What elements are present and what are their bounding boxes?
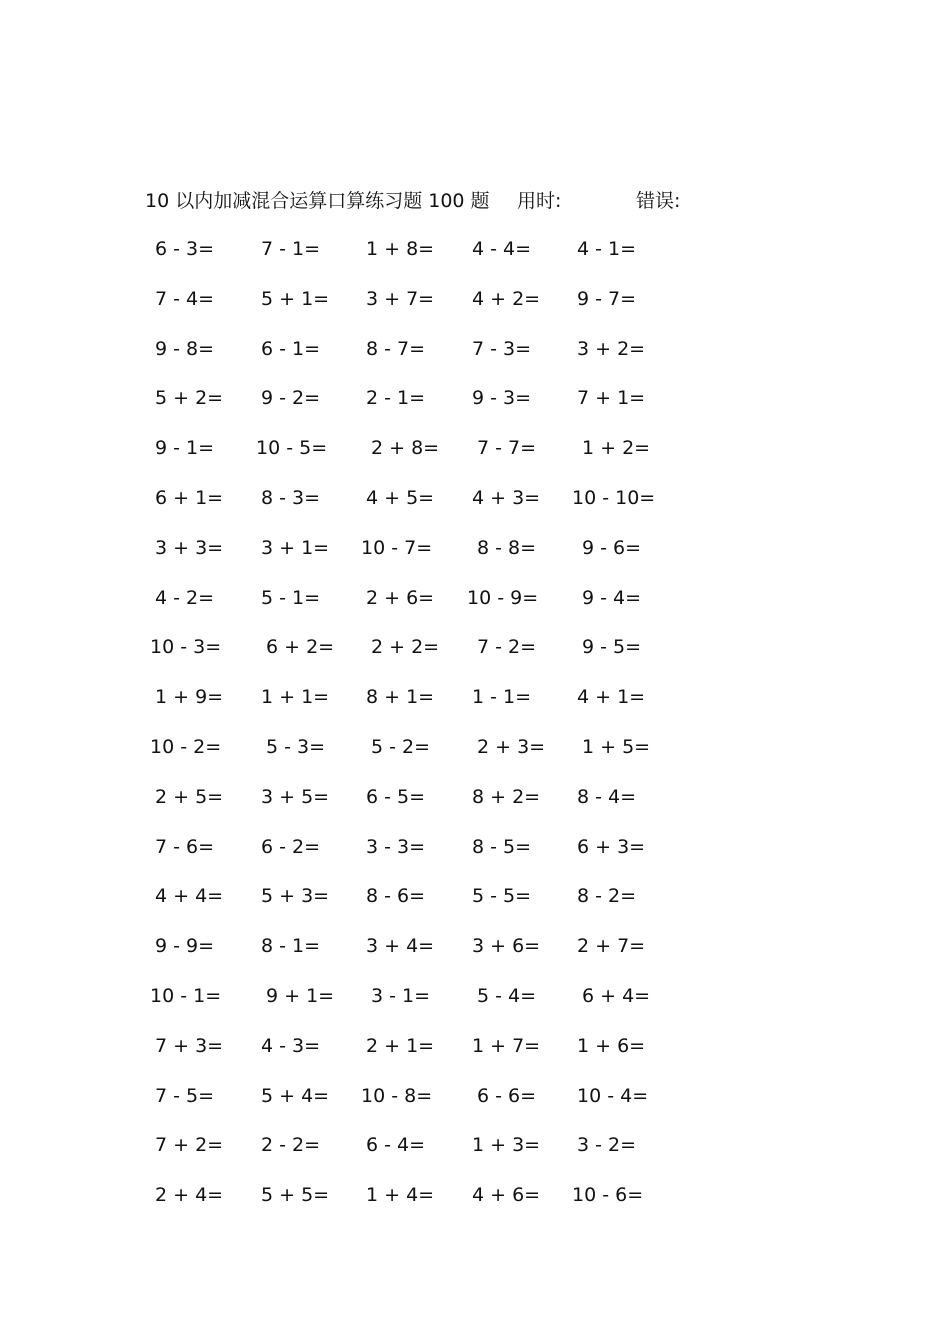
problem-item: 10 - 2= (150, 736, 222, 758)
problem-item: 8 - 8= (477, 537, 537, 559)
problem-item: 4 - 2= (155, 587, 215, 609)
problem-item: 4 + 2= (472, 288, 541, 310)
problem-item: 1 + 2= (582, 437, 651, 459)
worksheet-title: 10 以内加减混合运算口算练习题 100 题 (145, 190, 490, 212)
problem-item: 6 - 1= (261, 338, 321, 360)
problem-item: 3 + 2= (577, 338, 646, 360)
problem-item: 5 - 5= (472, 885, 532, 907)
problem-item: 8 - 5= (472, 836, 532, 858)
problem-item: 3 + 3= (155, 537, 224, 559)
problem-item: 6 + 4= (582, 985, 651, 1007)
problem-item: 2 + 2= (371, 636, 440, 658)
problem-item: 5 - 2= (371, 736, 431, 758)
problem-item: 10 - 6= (572, 1184, 644, 1206)
problem-item: 4 - 4= (472, 238, 532, 260)
problem-item: 10 - 4= (577, 1085, 649, 1107)
problem-item: 7 - 5= (155, 1085, 215, 1107)
problem-item: 9 - 6= (582, 537, 642, 559)
problem-item: 4 - 1= (577, 238, 637, 260)
problem-item: 10 - 1= (150, 985, 222, 1007)
problem-item: 7 + 1= (577, 387, 646, 409)
problem-item: 10 - 9= (467, 587, 539, 609)
problem-item: 8 + 1= (366, 686, 435, 708)
problem-item: 1 - 1= (472, 686, 532, 708)
problem-item: 8 - 7= (366, 338, 426, 360)
problem-item: 5 + 3= (261, 885, 330, 907)
problem-item: 1 + 5= (582, 736, 651, 758)
errors-label: 错误: (636, 190, 681, 212)
problem-item: 6 - 6= (477, 1085, 537, 1107)
problem-item: 2 + 7= (577, 935, 646, 957)
problem-item: 10 - 3= (150, 636, 222, 658)
problem-item: 2 + 5= (155, 786, 224, 808)
problem-item: 3 - 1= (371, 985, 431, 1007)
problem-item: 4 + 6= (472, 1184, 541, 1206)
problem-item: 5 - 3= (266, 736, 326, 758)
problem-item: 4 - 3= (261, 1035, 321, 1057)
problem-item: 5 + 2= (155, 387, 224, 409)
problem-item: 7 - 1= (261, 238, 321, 260)
problem-item: 9 - 5= (582, 636, 642, 658)
problem-item: 1 + 8= (366, 238, 435, 260)
problem-item: 4 + 1= (577, 686, 646, 708)
problem-item: 8 - 2= (577, 885, 637, 907)
problem-item: 1 + 6= (577, 1035, 646, 1057)
problem-item: 8 - 1= (261, 935, 321, 957)
problem-item: 8 - 6= (366, 885, 426, 907)
problem-item: 7 - 7= (477, 437, 537, 459)
problem-item: 1 + 9= (155, 686, 224, 708)
problem-item: 4 + 5= (366, 487, 435, 509)
problem-item: 3 + 7= (366, 288, 435, 310)
problem-item: 9 - 3= (472, 387, 532, 409)
problem-item: 6 + 1= (155, 487, 224, 509)
problem-item: 7 + 3= (155, 1035, 224, 1057)
time-used-label: 用时: (517, 190, 562, 212)
problem-item: 9 - 1= (155, 437, 215, 459)
problem-item: 2 + 6= (366, 587, 435, 609)
problem-item: 3 + 1= (261, 537, 330, 559)
problem-item: 6 - 2= (261, 836, 321, 858)
problem-item: 3 + 4= (366, 935, 435, 957)
problem-item: 6 - 5= (366, 786, 426, 808)
problem-item: 4 + 3= (472, 487, 541, 509)
problem-item: 2 + 4= (155, 1184, 224, 1206)
problem-item: 2 - 1= (366, 387, 426, 409)
problem-item: 5 - 4= (477, 985, 537, 1007)
problem-item: 6 + 3= (577, 836, 646, 858)
problem-item: 1 + 4= (366, 1184, 435, 1206)
problem-item: 5 + 5= (261, 1184, 330, 1206)
problem-item: 10 - 10= (572, 487, 656, 509)
problem-item: 2 + 8= (371, 437, 440, 459)
problem-item: 9 - 9= (155, 935, 215, 957)
problem-item: 3 - 2= (577, 1134, 637, 1156)
problem-item: 9 + 1= (266, 985, 335, 1007)
problem-item: 2 + 3= (477, 736, 546, 758)
problem-item: 6 - 3= (155, 238, 215, 260)
problem-item: 9 - 4= (582, 587, 642, 609)
problem-item: 5 + 4= (261, 1085, 330, 1107)
problem-item: 6 + 2= (266, 636, 335, 658)
problem-item: 7 - 6= (155, 836, 215, 858)
problem-item: 7 - 3= (472, 338, 532, 360)
problem-item: 10 - 5= (256, 437, 328, 459)
problem-item: 1 + 7= (472, 1035, 541, 1057)
problem-item: 4 + 4= (155, 885, 224, 907)
problem-item: 2 - 2= (261, 1134, 321, 1156)
problem-item: 9 - 7= (577, 288, 637, 310)
problem-item: 5 + 1= (261, 288, 330, 310)
problem-item: 3 + 6= (472, 935, 541, 957)
problem-item: 1 + 1= (261, 686, 330, 708)
problem-item: 7 - 4= (155, 288, 215, 310)
problem-item: 3 + 5= (261, 786, 330, 808)
problem-item: 5 - 1= (261, 587, 321, 609)
problem-item: 7 - 2= (477, 636, 537, 658)
problem-item: 9 - 8= (155, 338, 215, 360)
problem-item: 10 - 7= (361, 537, 433, 559)
problem-item: 7 + 2= (155, 1134, 224, 1156)
problem-item: 10 - 8= (361, 1085, 433, 1107)
problem-item: 9 - 2= (261, 387, 321, 409)
problem-item: 2 + 1= (366, 1035, 435, 1057)
problem-item: 8 + 2= (472, 786, 541, 808)
problem-item: 3 - 3= (366, 836, 426, 858)
problem-item: 1 + 3= (472, 1134, 541, 1156)
problem-item: 8 - 4= (577, 786, 637, 808)
problem-item: 6 - 4= (366, 1134, 426, 1156)
problem-item: 8 - 3= (261, 487, 321, 509)
